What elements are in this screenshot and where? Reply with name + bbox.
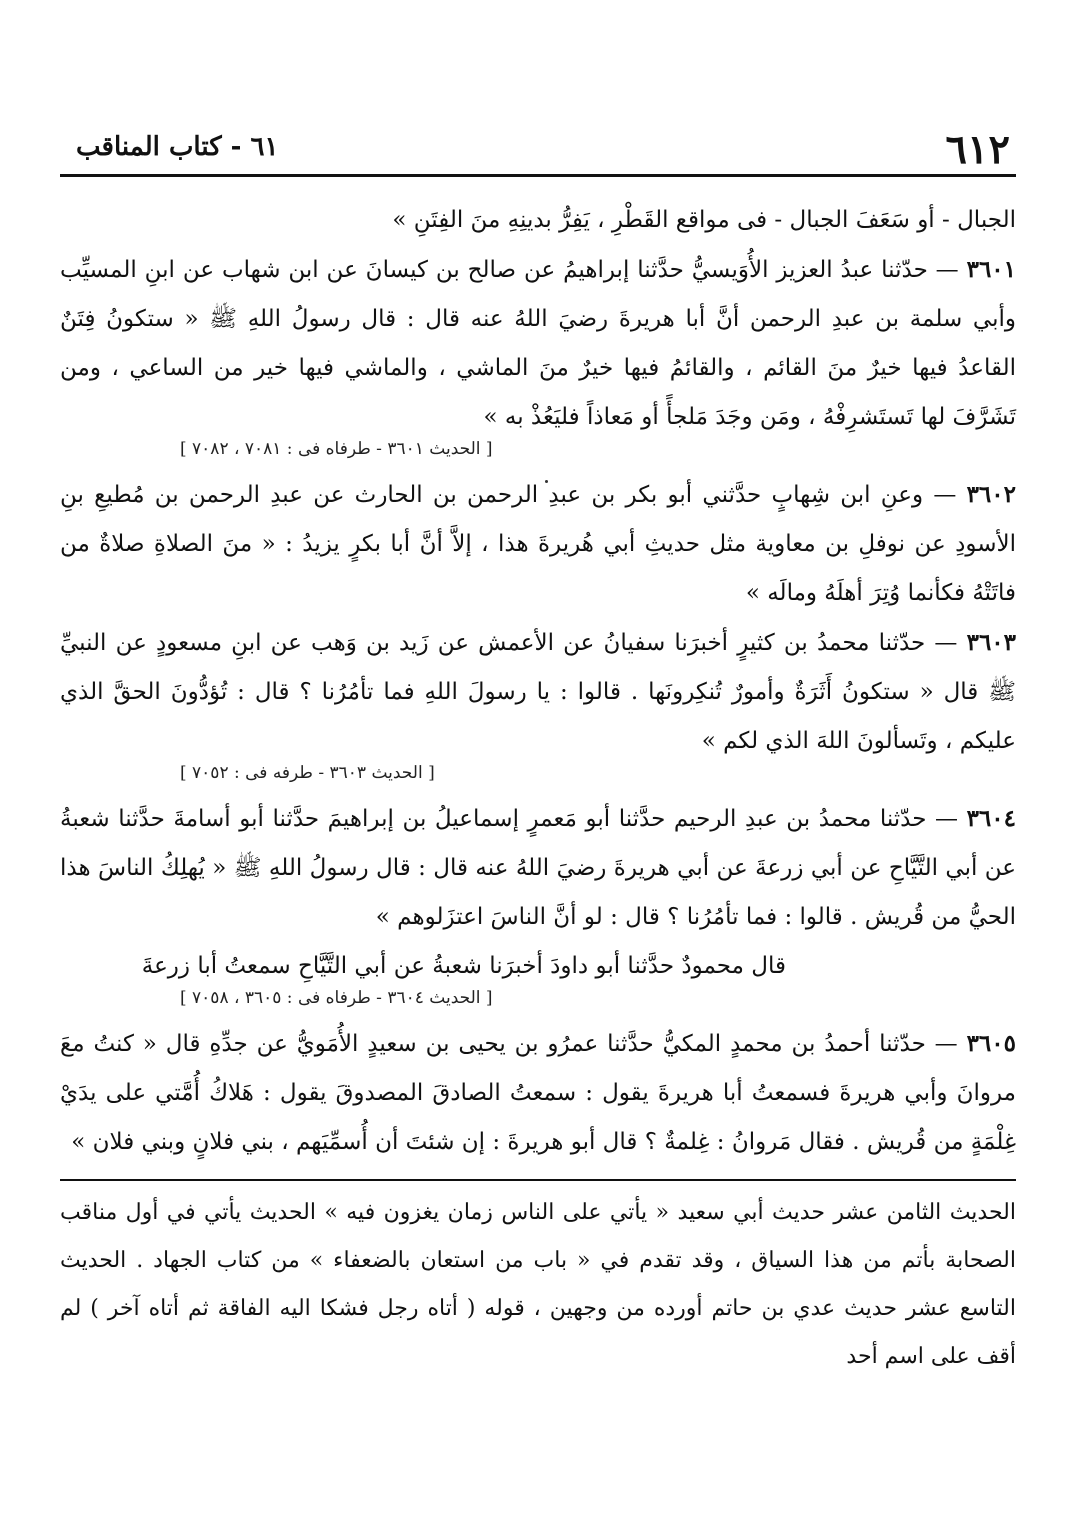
hadith-3603: [60, 618, 1016, 766]
hadith-number: ٣٦٠٣: [966, 629, 1017, 656]
hadith-3601: [60, 245, 1016, 442]
hadith-text: — حدّثنا عبدُ العزيز الأُوَيسيُّ حدَّثنا إبراهيمُ عن صالح بن كيسانَ عن ابن شهاب عن ابنِ المسيِّب وأبي سلمة بن عبدِ الرحمن أنَّ أبا هريرةَ رضيَ اللهُ عنه قال : قال رسولُ اللهِ ﷺ « ستكونُ فِتَنٌ القاعدُ فيها خيرٌ منَ القائم ، والقائمُ فيها خيرٌ منَ الماشي ، والماشي فيها خير من الساعي ، ومن تَشَرَّفَ لها تَستَشرِفْهُ ، ومَن وجَدَ مَلجأً أو مَعاذاً فليَعُذْ به »: [60, 257, 1016, 430]
hadith-3604: [60, 794, 1016, 942]
hadith-text: — حدّثنا محمدُ بن عبدِ الرحيم حدَّثنا أبو مَعمرٍ إسماعيلُ بن إبراهيمَ حدَّثنا أبو أسامةَ حدَّثنا شعبةُ عن أبي التَّيَّاحِ عن أبي زرعةَ عن أبي هريرةَ رضيَ اللهُ عنه قال : قال رسولُ اللهِ ﷺ « يُهلِكُ الناسَ هذا الحيُّ من قُريش . قالوا : فما تأمُرُنا ؟ قال : لو أنَّ الناسَ اعتزَلوهم »: [60, 806, 1016, 930]
hadith-reference: [ الحديث ٣٦٠٤ - طرفاه فى : ٣٦٠٥ ، ٧٠٥٨ ]: [180, 988, 493, 1008]
hadith-number: ٣٦٠٥: [966, 1030, 1016, 1057]
hadith-reference: [ الحديث ٣٦٠١ - طرفاه فى : ٧٠٨١ ، ٧٠٨٢ ]: [180, 439, 493, 459]
hadith-text: — حدّثنا محمدُ بن كثيرٍ أخبرَنا سفيانُ عن الأعمش عن زَيد بن وَهب عن ابنِ مسعودٍ عن النبيِّ ﷺ قال « ستكونُ أَثَرَةٌ وأمورٌ تُنكِرونَها . قالوا : يا رسولَ اللهِ فما تأمُرُنا ؟ قال : تُؤدُّونَ الحقَّ الذي عليكم ، وتَسألونَ اللهَ الذي لكم »: [60, 630, 1016, 754]
commentary-text: الحديث الثامن عشر حديث أبي سعيد « يأتي على الناس زمان يغزون فيه » الحديث يأتي في أول مناقب الصحابة بأتم من هذا السياق ، وقد تقدم في « باب من استعان بالضعفاء » من كتاب الجهاد . الحديث التاسع عشر حديث عدي بن حاتم أورده من وجهين ، قوله ( أتاه رجل فشكا اليه الفاقة ثم أتاه آخر ) لم أقف على اسم أحد: [60, 1179, 1016, 1381]
hadith-text: — وعنِ ابن شِهابٍ حدَّثني أبو بكر بن عبدِ الرحمن بن الحارث عن عبدِ الرحمن بن مُطيعِ بنِ الأسودِ عن نوفلِ بن معاوية مثل حديثِ أبي هُريرةَ هذا ، إلاَّ أنَّ أبا بكرٍ يزيدُ : « منَ الصلاةِ صلاةٌ من فاتَتْهُ فكأنما وُتِرَ أهلَهُ ومالَه »: [60, 482, 1016, 606]
book-title: ٦١ - كتاب المناقب: [76, 132, 279, 162]
hadith-number: ٣٦٠٤: [966, 805, 1016, 832]
main-text: [60, 196, 1016, 1381]
page-header: [60, 118, 1016, 177]
hadith-reference: [ الحديث ٣٦٠٣ - طرفه فى : ٧٠٥٢ ]: [180, 763, 435, 783]
hadith-number: ٣٦٠١: [966, 256, 1017, 283]
hadith-3604-sub-chain: قال محمودٌ حدَّثنا أبو داودَ أخبرَنا شعبةُ عن أبي التَّيَّاحِ سمعتُ أبا زرعةَ: [141, 953, 786, 979]
hadith-3605: [60, 1019, 1016, 1167]
hadith-text: — حدّثنا أحمدُ بن محمدٍ المكيُّ حدَّثنا عمرُو بن يحيى بن سعيدٍ الأُمَويُّ عن جدِّهِ قال « كنتُ معَ مروانَ وأبي هريرةَ فسمعتُ أبا هريرةَ يقول : سمعتُ الصادقَ المصدوقَ يقول : هَلاكُ أُمَّتي على يدَيْ غِلْمَةٍ من قُريش . فقال مَروانُ : غِلمةٌ ؟ قال أبو هريرةَ : إن شئتَ أن أُسمِّيَهم ، بني فلانٍ وبني فلان »: [60, 1031, 1016, 1155]
page-number: ٦١٢: [945, 126, 1010, 173]
hadith-number: ٣٦٠٢: [966, 481, 1016, 508]
hadith-3602: [60, 470, 1016, 618]
continuation-text: الجبال - أو سَعَفَ الجبال - فى مواقع القَطْرِ ، يَفِرُّ بدينِهِ منَ الفِتَنِ »: [392, 207, 1016, 233]
